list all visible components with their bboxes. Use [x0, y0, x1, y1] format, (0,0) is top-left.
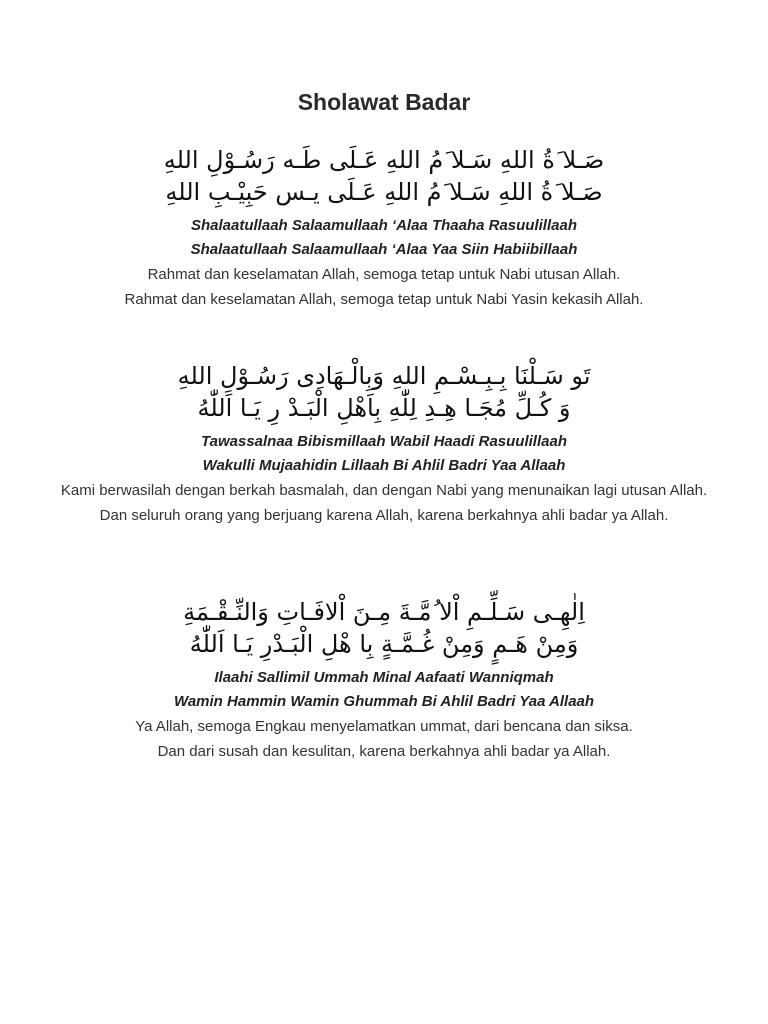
translation-line: Rahmat dan keselamatan Allah, semoga tetap untuk Nabi Yasin kekasih Allah.	[124, 291, 644, 308]
arabic-verse	[60, 144, 708, 208]
page-title: Sholawat Badar	[297, 89, 471, 115]
translation	[60, 262, 708, 312]
stanza	[60, 596, 708, 764]
translation	[60, 714, 708, 764]
transliteration-line: Wakulli Mujaahidin Lillaah Bi Ahlil Badri Yaa Allaah	[202, 457, 566, 474]
transliteration	[60, 214, 708, 262]
arabic-verse	[60, 596, 708, 660]
arabic-verse	[60, 360, 708, 424]
translation-line: Rahmat dan keselamatan Allah, semoga tetap untuk Nabi utusan Allah.	[147, 266, 621, 283]
stanza	[60, 144, 708, 312]
arabic-line: صَـلا َةُ اللهِ سَـلا َمُ اللهِ عَـلَى يـس حَبِيْـبِ اللهِ	[165, 178, 603, 206]
transliteration-line: Ilaahi Sallimil Ummah Minal Aafaati Wanniqmah	[214, 669, 554, 686]
translation-line: Ya Allah, semoga Engkau menyelamatkan ummat, dari bencana dan siksa.	[135, 718, 633, 735]
transliteration	[60, 430, 708, 478]
transliteration-line: Tawassalnaa Bibismillaah Wabil Haadi Rasuulillaah	[201, 433, 567, 450]
stanza	[60, 360, 708, 528]
translation-line: Dan dari susah dan kesulitan, karena berkahnya ahli badar ya Allah.	[157, 743, 611, 760]
arabic-line: تَو سَـلْنَا بِـبِـسْـمِ اللهِ وَبِالْـهَادِى رَسُـوْلِ اللهِ	[177, 362, 591, 390]
translation	[60, 478, 708, 528]
translation-line: Kami berwasilah dengan berkah basmalah, dan dengan Nabi yang menunaikan lagi utusan Allah.	[60, 482, 708, 499]
translation-line: Dan seluruh orang yang berjuang karena Allah, karena berkahnya ahli badar ya Allah.	[99, 507, 669, 524]
arabic-line: وَ كُـلِّ مُجَـا هِـدِ لِلّٰهِ بِاَهْلِ الْبَـدْ رِ يَـا اَللّٰهُ	[197, 394, 571, 422]
transliteration	[60, 666, 708, 714]
arabic-line: اِلٰهِـى سَـلِّـمِ اْلا ُمَّـةَ مِـنَ اْلافَـاتِ وَالنِّـقْـمَةِ	[183, 598, 585, 626]
arabic-line: وَمِنْ هَـمٍ وَمِنْ غُـمَّـةٍ بِا هْلِ الْبَـدْرِ يَـا اَللّٰهُ	[189, 630, 579, 658]
transliteration-line: Wamin Hammin Wamin Ghummah Bi Ahlil Badri Yaa Allaah	[173, 693, 595, 710]
transliteration-line: Shalaatullaah Salaamullaah ‘Alaa Yaa Siin Habiibillaah	[190, 241, 578, 258]
transliteration-line: Shalaatullaah Salaamullaah ‘Alaa Thaaha Rasuulillaah	[191, 217, 577, 234]
arabic-line: صَـلا َةُ اللهِ سَـلا َمُ اللهِ عَـلَى طَـه رَسُـوْلِ اللهِ	[163, 146, 605, 174]
